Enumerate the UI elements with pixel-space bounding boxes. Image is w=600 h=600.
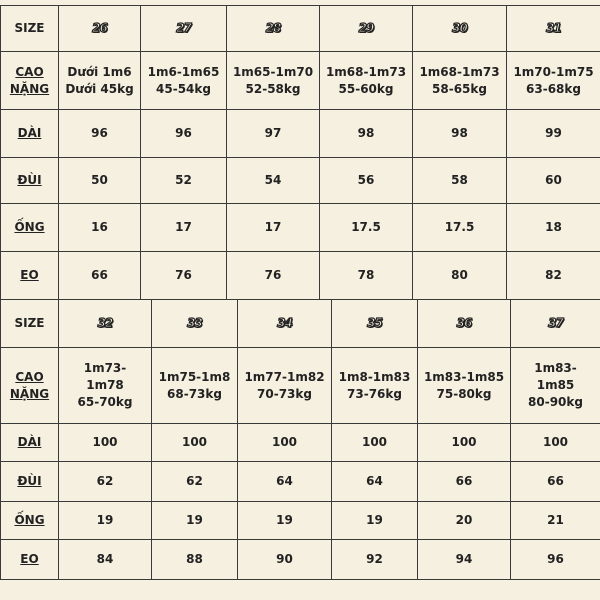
measure-value: 100 — [181, 435, 208, 449]
measure-cell — [320, 52, 413, 110]
measure-cell — [320, 252, 413, 300]
measure-cell — [152, 462, 238, 502]
measure-value: 50 — [91, 173, 108, 187]
measure-value: 54 — [264, 173, 282, 187]
measure-label-line: NẶNG — [9, 386, 50, 401]
measure-value: 62 — [186, 474, 203, 488]
measure-cell — [141, 52, 227, 110]
size-number: 32 — [59, 300, 152, 348]
measure-label — [1, 110, 59, 158]
size-number: 31 — [507, 6, 600, 52]
measure-value: 96 — [175, 126, 192, 140]
measure-label — [1, 252, 59, 300]
measure-row — [1, 424, 600, 462]
size-table-1 — [0, 5, 600, 300]
measure-cell — [238, 502, 332, 540]
measure-value: 1m8-1m83 — [338, 369, 411, 384]
measure-value: 60 — [545, 173, 562, 187]
measure-value: 90 — [276, 552, 293, 566]
measure-label — [1, 540, 59, 580]
measure-label-line: DÀI — [17, 126, 42, 140]
measure-value: 55-60kg — [338, 81, 394, 96]
measure-label — [1, 52, 59, 110]
measure-label-line: ĐÙI — [17, 474, 42, 488]
size-number: 27 — [141, 6, 227, 52]
measure-cell — [59, 110, 141, 158]
size-number: 35 — [332, 300, 418, 348]
measure-value: 17.5 — [351, 220, 381, 234]
measure-cell — [227, 110, 320, 158]
measure-cell — [511, 540, 600, 580]
measure-value: 100 — [92, 435, 118, 449]
measure-cell — [332, 462, 418, 502]
measure-value: 100 — [451, 435, 477, 449]
measure-row — [1, 252, 600, 300]
size-number: 33 — [152, 300, 238, 348]
measure-value: 100 — [361, 435, 388, 449]
measure-cell — [59, 424, 152, 462]
measure-value: 17.5 — [444, 220, 475, 234]
measure-value: 73-76kg — [347, 386, 402, 401]
measure-value: 1m6-1m65 — [147, 64, 220, 79]
measure-value: 1m83-1m85 — [423, 369, 505, 384]
measure-value: 56 — [357, 173, 375, 187]
measure-cell — [511, 462, 600, 502]
measure-label-line: DÀI — [17, 435, 42, 449]
measure-cell — [59, 502, 152, 540]
measure-cell — [320, 204, 413, 252]
measure-value: 65-70kg — [77, 395, 133, 409]
measure-cell — [418, 424, 511, 462]
measure-value: 98 — [451, 126, 468, 140]
measure-cell — [332, 540, 418, 580]
measure-row — [1, 204, 600, 252]
measure-cell — [413, 252, 507, 300]
measure-value: 68-73kg — [167, 386, 222, 401]
measure-value: 92 — [366, 552, 383, 566]
measure-row — [1, 158, 600, 204]
measure-value: 76 — [264, 268, 282, 282]
measure-label-line: CAO — [15, 64, 44, 79]
measure-cell — [418, 540, 511, 580]
measure-cell — [141, 110, 227, 158]
measure-cell — [418, 348, 511, 424]
measure-cell — [511, 502, 600, 540]
measure-label — [1, 424, 59, 462]
measure-label-line: ỐNG — [14, 220, 45, 234]
measure-value: 100 — [542, 435, 569, 449]
measure-value: 96 — [91, 126, 108, 140]
measure-cell — [141, 252, 227, 300]
measure-cell — [238, 462, 332, 502]
measure-cell — [152, 348, 238, 424]
measure-value: 1m73- — [83, 361, 127, 375]
measure-label — [1, 462, 59, 502]
measure-cell — [332, 424, 418, 462]
measure-value: 17 — [175, 220, 192, 234]
measure-cell — [413, 52, 507, 110]
measure-value: 82 — [545, 268, 562, 282]
measure-row — [1, 348, 600, 424]
measure-value: 16 — [91, 220, 108, 234]
size-header-row — [1, 6, 600, 52]
measure-cell — [418, 462, 511, 502]
measure-cell — [59, 204, 141, 252]
measure-cell — [320, 158, 413, 204]
measure-cell — [507, 252, 600, 300]
measure-row — [1, 110, 600, 158]
measure-value: 19 — [186, 513, 203, 527]
measure-value: 70-73kg — [257, 386, 312, 401]
size-number: 34 — [238, 300, 332, 348]
measure-cell — [152, 540, 238, 580]
measure-cell — [59, 52, 141, 110]
measure-cell — [59, 158, 141, 204]
measure-cell — [238, 540, 332, 580]
measure-value: 100 — [271, 435, 298, 449]
measure-cell — [511, 348, 600, 424]
measure-label — [1, 348, 59, 424]
measure-value: 63-68kg — [526, 81, 581, 96]
measure-cell — [413, 158, 507, 204]
measure-cell — [413, 110, 507, 158]
measure-cell — [227, 204, 320, 252]
measure-value: 19 — [276, 513, 293, 527]
size-number: 26 — [59, 6, 141, 52]
measure-cell — [332, 348, 418, 424]
measure-value: 1m85 — [536, 378, 575, 392]
measure-value: 17 — [264, 220, 282, 234]
measure-value: Dưới 45kg — [65, 81, 134, 96]
measure-value: 18 — [545, 220, 562, 234]
measure-value: 19 — [96, 513, 114, 527]
measure-value: 66 — [455, 474, 473, 488]
measure-value: 52 — [175, 173, 192, 187]
measure-row — [1, 52, 600, 110]
measure-cell — [59, 348, 152, 424]
measure-cell — [238, 348, 332, 424]
measure-row — [1, 502, 600, 540]
measure-value: 80-90kg — [528, 395, 583, 409]
measure-cell — [238, 424, 332, 462]
measure-value: 97 — [264, 126, 282, 140]
size-header-row — [1, 300, 600, 348]
measure-value: 1m68-1m73 — [325, 64, 407, 79]
measure-value: 1m70-1m75 — [513, 64, 594, 79]
measure-label-line: EO — [20, 268, 39, 282]
measure-value: 52-58kg — [245, 81, 301, 96]
measure-cell — [507, 204, 600, 252]
measure-value: 80 — [451, 268, 468, 282]
measure-value: 58 — [451, 173, 468, 187]
size-number: 36 — [418, 300, 511, 348]
measure-cell — [511, 424, 600, 462]
size-number: 37 — [511, 300, 600, 348]
measure-cell — [227, 252, 320, 300]
measure-cell — [59, 462, 152, 502]
measure-value: Dưới 1m6 — [67, 64, 132, 79]
measure-value: 1m83- — [534, 361, 577, 375]
measure-value: 98 — [357, 126, 375, 140]
measure-value: 62 — [96, 474, 114, 488]
measure-value: 20 — [455, 513, 473, 527]
size-number: 30 — [413, 6, 507, 52]
size-header-label: SIZE — [1, 300, 59, 348]
measure-label-line: NẶNG — [9, 81, 50, 96]
measure-cell — [418, 502, 511, 540]
measure-row — [1, 540, 600, 580]
measure-value: 45-54kg — [156, 81, 211, 96]
measure-value: 1m65-1m70 — [232, 64, 314, 79]
measure-value: 1m78 — [86, 378, 124, 392]
measure-value: 99 — [545, 126, 562, 140]
measure-label — [1, 204, 59, 252]
measure-cell — [507, 52, 600, 110]
measure-value: 64 — [366, 474, 383, 488]
measure-label-line: ỐNG — [14, 513, 45, 527]
measure-value: 94 — [455, 552, 473, 566]
size-number: 28 — [227, 6, 320, 52]
measure-value: 19 — [366, 513, 383, 527]
measure-value: 84 — [96, 552, 114, 566]
measure-cell — [507, 110, 600, 158]
measure-value: 1m77-1m82 — [244, 369, 325, 384]
measure-value: 78 — [357, 268, 375, 282]
size-header-label: SIZE — [1, 6, 59, 52]
measure-cell — [413, 204, 507, 252]
measure-cell — [152, 424, 238, 462]
measure-value: 88 — [186, 552, 203, 566]
measure-value: 1m75-1m8 — [158, 369, 231, 384]
measure-cell — [59, 252, 141, 300]
measure-value: 1m68-1m73 — [419, 64, 500, 79]
measure-label-line: EO — [20, 552, 39, 566]
measure-cell — [59, 540, 152, 580]
measure-cell — [152, 502, 238, 540]
measure-value: 75-80kg — [436, 386, 492, 401]
measure-cell — [141, 204, 227, 252]
measure-value: 58-65kg — [432, 81, 487, 96]
measure-label — [1, 502, 59, 540]
measure-cell — [141, 158, 227, 204]
measure-value: 76 — [175, 268, 192, 282]
measure-cell — [320, 110, 413, 158]
measure-value: 21 — [547, 513, 564, 527]
measure-cell — [227, 158, 320, 204]
measure-value: 66 — [91, 268, 108, 282]
measure-label — [1, 158, 59, 204]
measure-cell — [332, 502, 418, 540]
measure-cell — [507, 158, 600, 204]
measure-label-line: ĐÙI — [17, 173, 42, 187]
measure-cell — [227, 52, 320, 110]
measure-value: 64 — [276, 474, 293, 488]
measure-value: 96 — [547, 552, 564, 566]
measure-row — [1, 462, 600, 502]
size-table-2 — [0, 299, 600, 580]
size-number: 29 — [320, 6, 413, 52]
measure-value: 66 — [547, 474, 564, 488]
measure-label-line: CAO — [15, 369, 44, 384]
